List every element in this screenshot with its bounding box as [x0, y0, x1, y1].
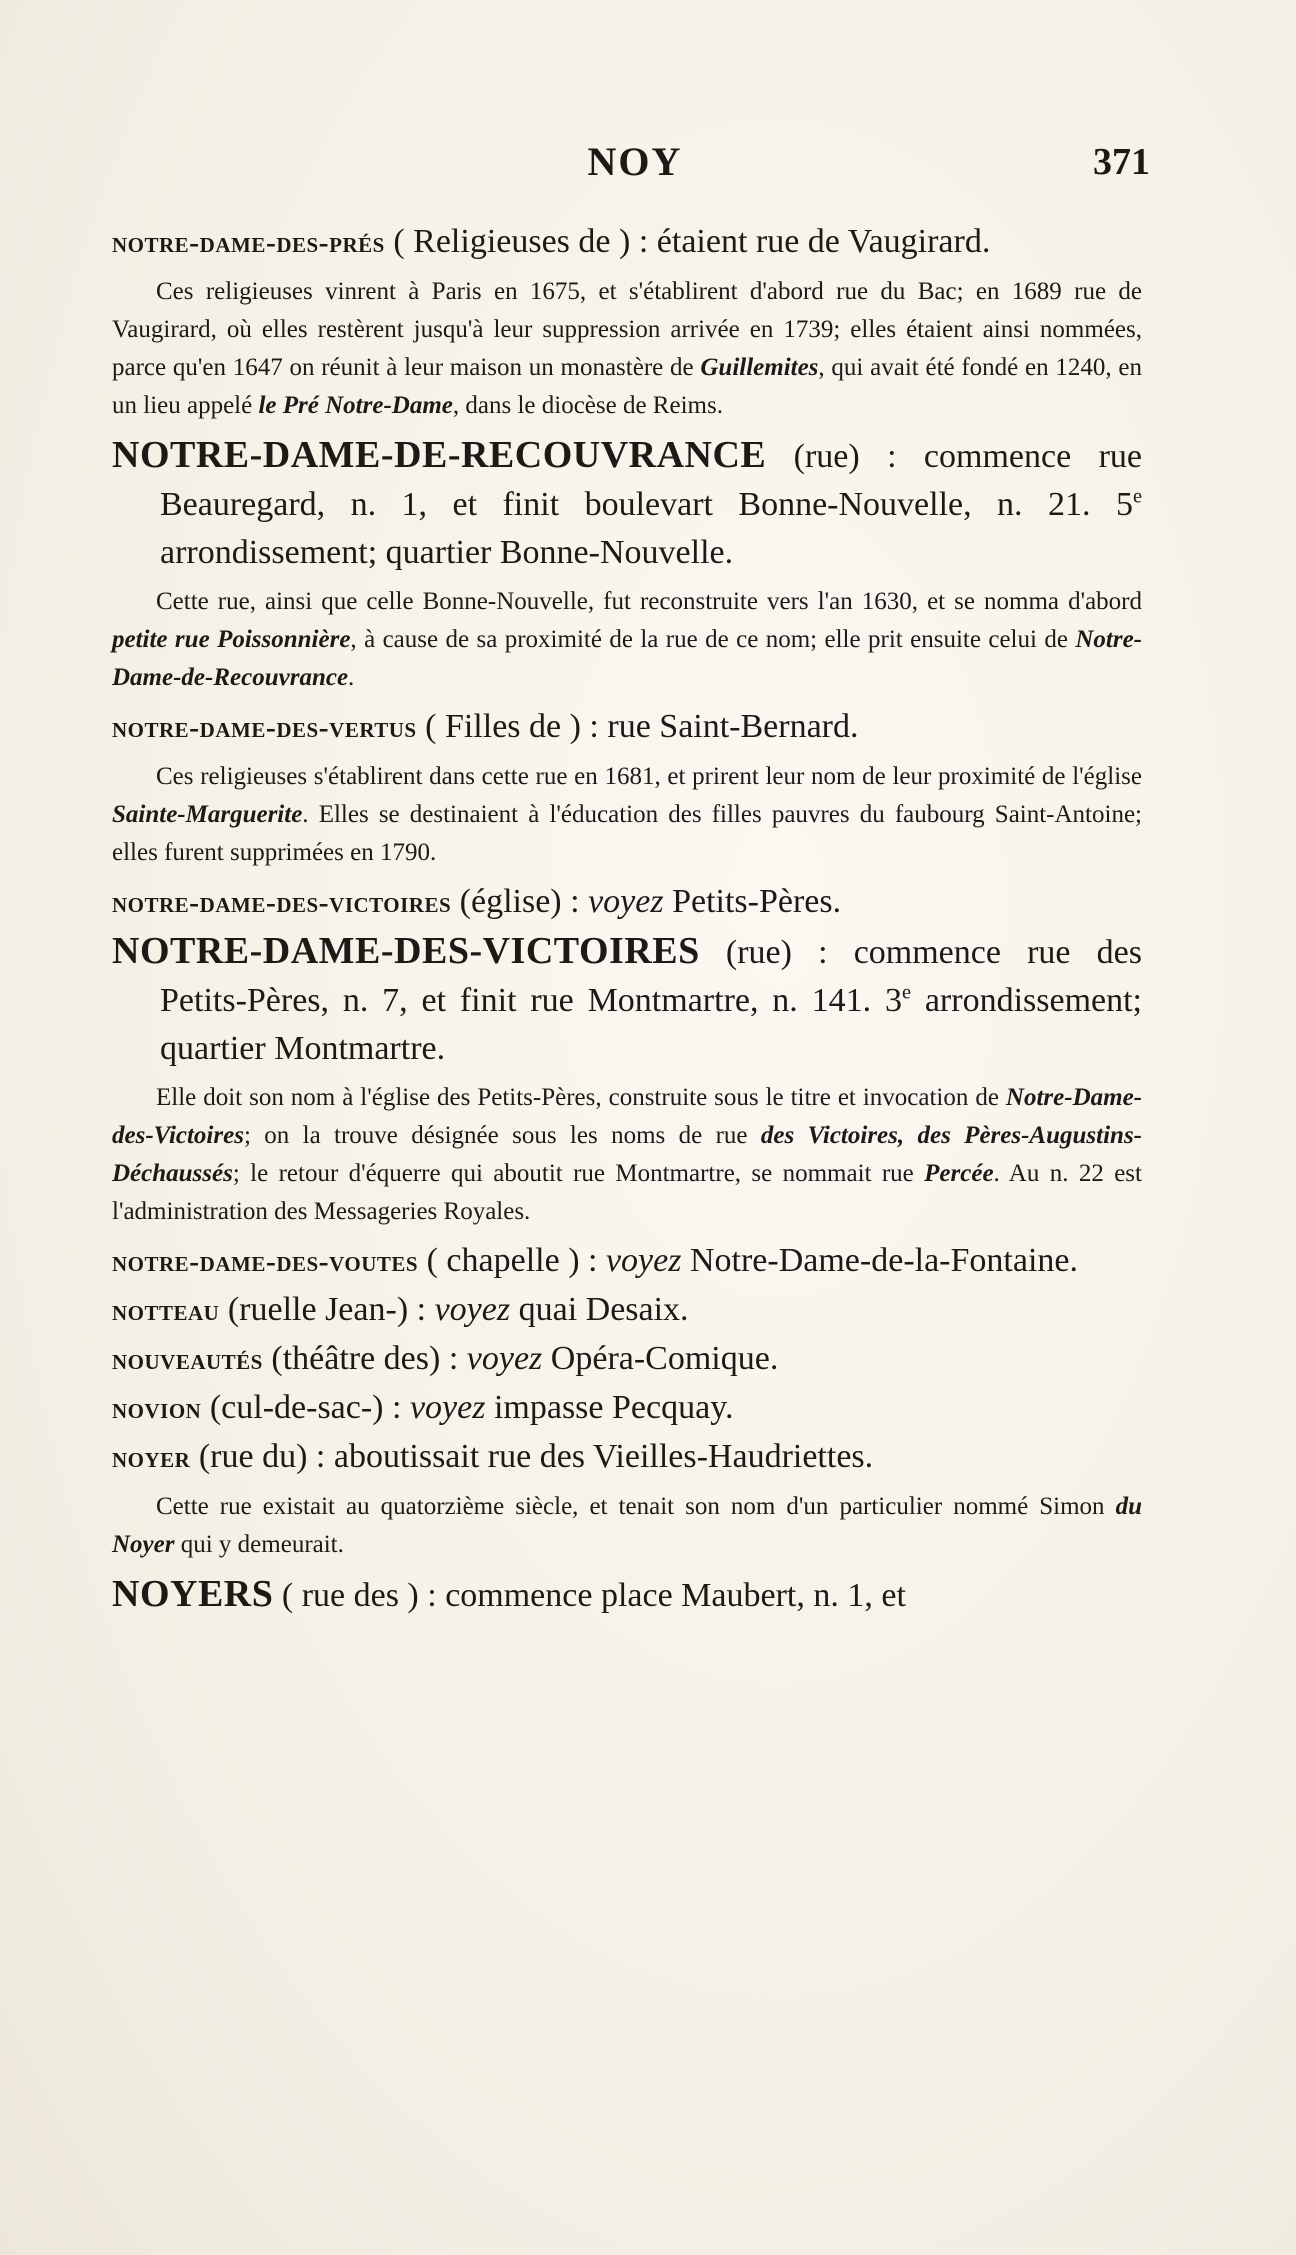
entry-novion: [112, 1384, 1142, 1433]
note-text: Ces religieuses s'établirent dans cette rue en 1681, et prirent leur nom de leur proximité de l'église: [156, 763, 1142, 790]
page-number: 371: [1093, 141, 1150, 183]
entry-notre-dame-des-vertus: [112, 703, 1142, 872]
note-italic: des Victoires, des Pères-Augustins-Déchaussés: [112, 1122, 1142, 1187]
entry-line: [112, 1335, 1142, 1384]
note-text: ; on la trouve désignée sous les noms de rue: [243, 1122, 761, 1149]
arrondissement-number: 3: [884, 982, 902, 1019]
entry-noyer: [112, 1433, 1142, 1564]
entry-line: [112, 1570, 1142, 1620]
entry-line: [112, 218, 1142, 267]
headword: NOYERS: [112, 1573, 274, 1615]
entry-note: [112, 273, 1142, 425]
headword: notre-dame-des-vertus: [112, 711, 417, 744]
headword: NOTRE-DAME-DE-RECOUVRANCE: [112, 434, 767, 476]
entry-notre-dame-des-victoires-eglise: [112, 878, 1142, 927]
note-italic: Sainte-Marguerite: [112, 801, 303, 828]
entry-nouveautes: [112, 1335, 1142, 1384]
note-italic: Percée: [924, 1160, 994, 1187]
entry-text: (théâtre des) :: [262, 1340, 467, 1377]
entry-note: [112, 758, 1142, 872]
note-italic: le Pré Notre-Dame: [258, 392, 453, 419]
note-text: . Au n. 22 est l'administration des Messageries Royales.: [112, 1160, 1142, 1225]
entry-line: [112, 703, 1142, 752]
entry-notre-dame-des-victoires-rue: [112, 927, 1142, 1231]
note-text: . Elles se destinaient à l'éducation des filles pauvres du faubourg Saint-Antoine; elles furent supprimées en 1790.: [112, 801, 1142, 866]
entry-text: (rue du) : aboutissait rue des Vieilles-Haudriettes.: [190, 1438, 874, 1475]
entry-text: (rue) : commence rue des Petits-Pères, n. 7, et finit rue Montmartre, n. 141.: [160, 934, 1142, 1019]
headword: nouveautés: [112, 1343, 263, 1376]
note-text: qui y demeurait.: [174, 1531, 344, 1558]
headword: notre-dame-des-prés: [112, 226, 385, 259]
note-text: , à cause de sa proximité de la rue de ce nom; elle prit ensuite celui de: [350, 626, 1076, 653]
page-body: [112, 218, 1142, 1620]
entry-noyers: [112, 1570, 1142, 1620]
note-italic: Guillemites: [700, 354, 819, 381]
running-title: NOY: [587, 139, 683, 184]
entry-text: impasse Pecquay.: [485, 1389, 734, 1426]
entry-note: [112, 1488, 1142, 1564]
entry-notre-dame-des-pres: [112, 218, 1142, 425]
entry-notre-dame-des-voutes: [112, 1237, 1142, 1286]
voyez-reference: voyez: [588, 883, 664, 920]
headword: NOTRE-DAME-DES-VICTOIRES: [112, 930, 700, 972]
entry-text: (rue) : commence rue Beauregard, n. 1, et finit boulevart Bonne-Nouvelle, n. 21.: [160, 438, 1142, 523]
running-header: [120, 138, 1150, 188]
entry-text: (cul-de-sac-) :: [201, 1389, 410, 1426]
entry-text: ( Filles de ) : rue Saint-Bernard.: [416, 708, 859, 745]
voyez-reference: voyez: [434, 1291, 511, 1328]
entry-text: Opéra-Comique.: [542, 1340, 779, 1377]
entry-line: [112, 1286, 1142, 1335]
note-text: , dans le diocèse de Reims.: [452, 392, 723, 419]
entry-line: [112, 1237, 1142, 1286]
entry-line: [112, 431, 1142, 577]
note-text: Elle doit son nom à l'église des Petits-Pères, construite sous le titre et invocation de: [156, 1084, 1006, 1111]
entry-text: ( rue des ) : commence place Maubert, n. 1, et: [273, 1577, 906, 1614]
note-text: , qui avait été fondé en 1240, en un lieu appelé: [112, 354, 1142, 419]
note-text: Cette rue existait au quatorzième siècle, et tenait son nom d'un particulier nommé Simon: [156, 1493, 1116, 1520]
headword: novion: [112, 1392, 202, 1425]
headword: noyer: [112, 1441, 191, 1474]
note-text: .: [348, 664, 355, 691]
ordinal-suffix: e: [901, 981, 912, 1004]
voyez-reference: voyez: [466, 1340, 543, 1377]
entry-text: ( Religieuses de ) : étaient rue de Vaugirard.: [384, 223, 991, 260]
entry-text: (église) :: [451, 883, 589, 920]
note-italic: Notre-Dame-des-Victoires: [112, 1084, 1142, 1149]
ordinal-suffix: e: [1132, 485, 1142, 508]
entry-line: [112, 1433, 1142, 1482]
note-italic: petite rue Poissonnière: [112, 626, 351, 653]
entry-text: (ruelle Jean-) :: [219, 1291, 435, 1328]
entry-notre-dame-de-recouvrance: [112, 431, 1142, 697]
entry-line: [112, 927, 1142, 1073]
voyez-reference: voyez: [605, 1242, 682, 1279]
voyez-reference: voyez: [409, 1389, 486, 1426]
entry-text: arrondissement; quartier Montmartre.: [160, 982, 1143, 1067]
note-text: Cette rue, ainsi que celle Bonne-Nouvelle, fut reconstruite vers l'an 1630, et se nomma d'abord: [156, 588, 1142, 615]
entry-line: [112, 1384, 1142, 1433]
entry-text: Petits-Pères.: [663, 883, 842, 920]
note-text: ; le retour d'équerre qui aboutit rue Montmartre, se nommait rue: [232, 1160, 925, 1187]
note-italic: Notre-Dame-de-Recouvrance: [112, 626, 1142, 691]
headword: notre-dame-des-victoires: [112, 886, 452, 919]
entry-text: arrondissement; quartier Bonne-Nouvelle.: [160, 534, 734, 571]
entry-notteau: [112, 1286, 1142, 1335]
entry-line: [112, 878, 1142, 927]
entry-text: Notre-Dame-de-la-Fontaine.: [681, 1242, 1078, 1279]
headword: notre-dame-des-voutes: [112, 1245, 419, 1278]
entry-text: quai Desaix.: [510, 1291, 689, 1328]
arrondissement-number: 5: [1115, 486, 1133, 523]
note-text: Ces religieuses vinrent à Paris en 1675, et s'établirent d'abord rue du Bac; en 1689 rue de Vaugirard, où elles restèrent jusqu'à leur suppression arrivée en 1739; elles étaient ainsi nommées, parce qu'en 1647 on réunit à leur maison un monastère de: [112, 278, 1142, 381]
entry-note: [112, 1079, 1142, 1231]
note-italic: du Noyer: [112, 1493, 1142, 1558]
entry-text: ( chapelle ) :: [418, 1242, 606, 1279]
headword: notteau: [112, 1294, 220, 1327]
entry-note: [112, 583, 1142, 697]
